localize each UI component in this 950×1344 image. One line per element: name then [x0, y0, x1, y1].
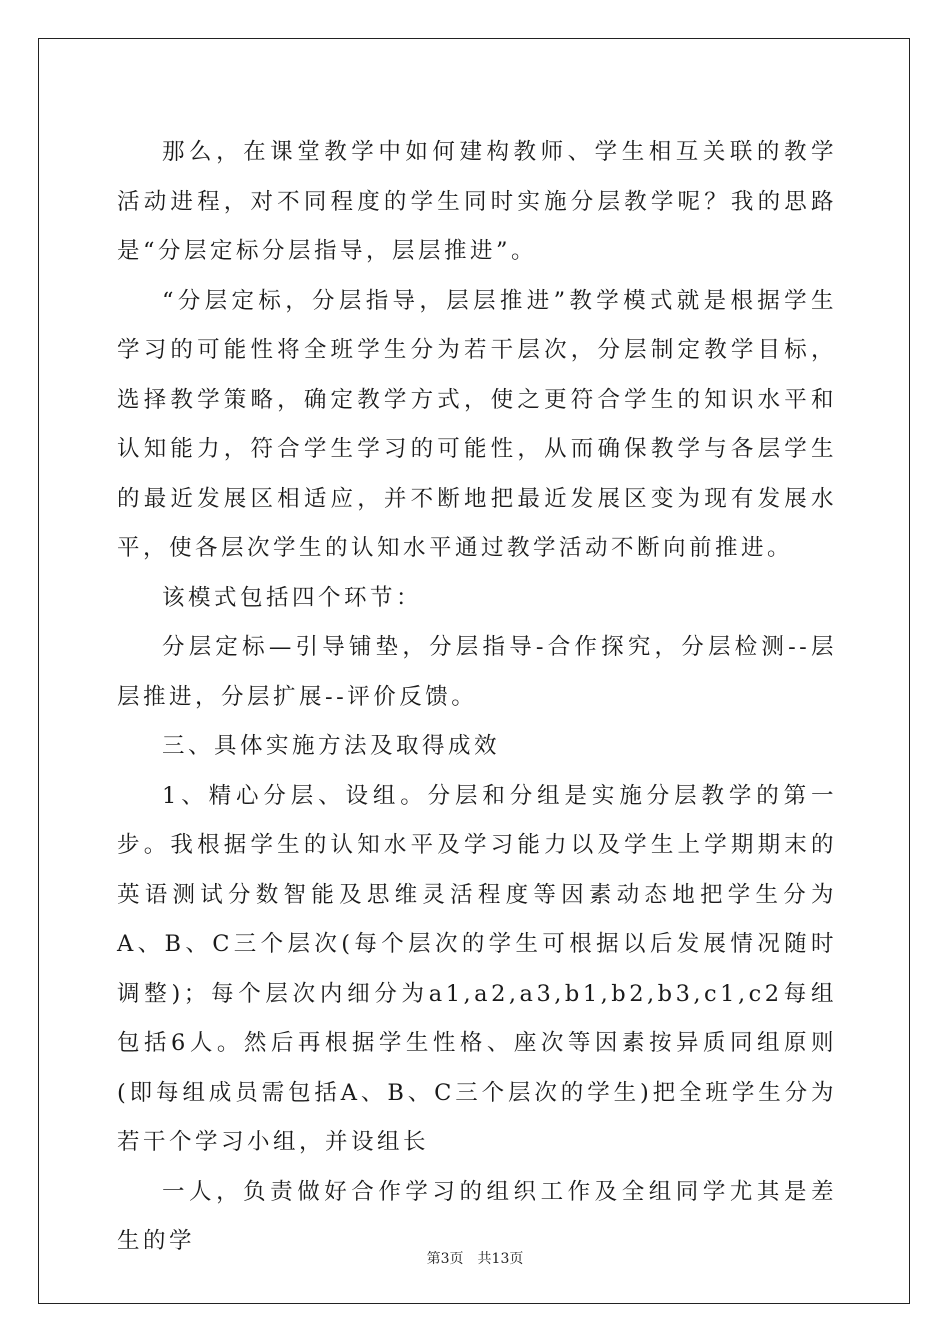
paragraph: 分层定标—引导铺垫，分层指导-合作探究，分层检测--层层推进，分层扩展--评价反馈。	[117, 634, 837, 710]
paragraph: “分层定标，分层指导，层层推进”教学模式就是根据学生学习的可能性将全班学生分为若干层次，分层制定教学目标，选择教学策略，确定教学方式，使之更符合学生的知识水平和认知能力，符合学生学习的可能性，从而确保教学与各层学生的最近发展区相适应，并不断地把最近发展区变为现有发展水平，使各层次学生的认知水平通过教学活动不断向前推进。	[117, 287, 837, 561]
page-footer	[0, 1248, 950, 1268]
section-heading: 三、具体实施方法及取得成效	[162, 733, 501, 759]
document-body	[117, 128, 837, 1267]
paragraph: 那么，在课堂教学中如何建构教师、学生相互关联的教学活动进程，对不同程度的学生同时实施分层教学呢？我的思路是“分层定标分层指导，层层推进”。	[117, 139, 837, 264]
paragraph: 一人，负责做好合作学习的组织工作及全组同学尤其是差生的学	[117, 1178, 837, 1254]
paragraph: 该模式包括四个环节：	[162, 584, 423, 611]
paragraph: 1、精心分层、设组。分层和分组是实施分层教学的第一步。我根据学生的认知水平及学习能力以及学生上学期期末的英语测试分数智能及思维灵活程度等因素动态地把学生分为A、B、C三个层次(每个层次的学生可根据以后发展情况随时调整)；每个层次内细分为a1,a2,a3,b1,b2,b3,c1,c2每组包括6人。然后再根据学生性格、座次等因素按异质同组原则(即每组成员需包括A、B、C三个层次的学生)把全班学生分为若干个学习小组，并设组长	[117, 782, 837, 1155]
page-number: 第3页	[426, 1251, 464, 1267]
page-total: 共13页	[477, 1251, 524, 1267]
